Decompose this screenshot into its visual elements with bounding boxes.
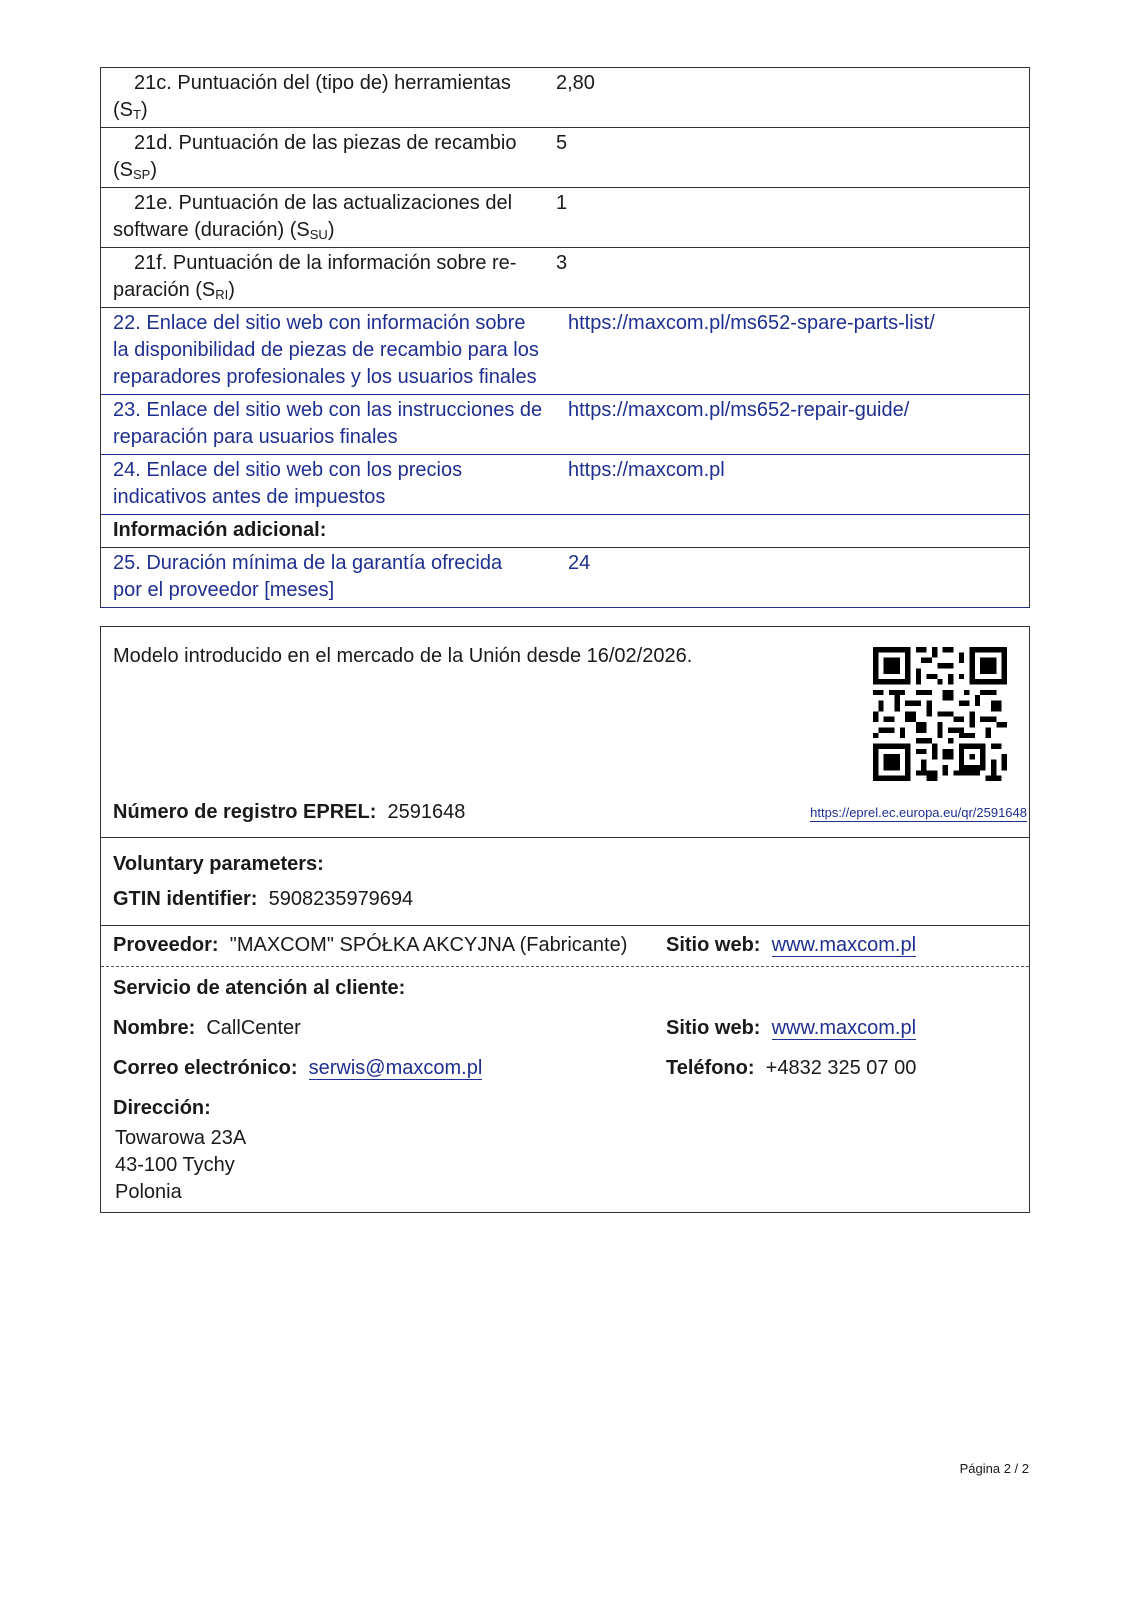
table-row: 21f. Puntuación de la información sobre re- paración $(S_{RI})$ 3 bbox=[101, 248, 1029, 308]
eprel-link[interactable]: https://eprel.ec.europa.eu/qr/2591648 bbox=[810, 805, 1027, 820]
row-label: Puntuación de la información sobre re- bbox=[172, 252, 517, 274]
table-row: 21e. Puntuación de las actualizaciones del software (duración) $(S_{SU})$ 1 bbox=[101, 188, 1029, 248]
row-value: 2,80 bbox=[556, 72, 595, 94]
table-row-repair-guide-link: 23. Enlace del sitio web con las instrucciones de reparación para usuarios finales https://maxcom.pl/ms652-repair-guide/ bbox=[101, 395, 1029, 455]
table-row-warranty: 25. Duración mínima de la garantía ofrecida por el proveedor [meses] 24 bbox=[101, 548, 1029, 608]
additional-info-heading: Información adicional: bbox=[113, 519, 327, 541]
eprel-number: 2591648 bbox=[387, 801, 466, 823]
provider-web-label: Sitio web: bbox=[666, 934, 761, 956]
service-name-value: CallCenter bbox=[206, 1017, 301, 1039]
provider-web-link[interactable]: www.maxcom.pl bbox=[771, 934, 917, 956]
document-page bbox=[100, 67, 1030, 1213]
repairability-table bbox=[100, 67, 1030, 608]
service-email-line: Correo electrónico: serwis@maxcom.pl bbox=[113, 1057, 483, 1079]
eprel-label: Número de registro EPREL: bbox=[113, 801, 377, 823]
table-row-prices-link: 24. Enlace del sitio web con los precios indicativos antes de impuestos https://maxcom.pl bbox=[101, 455, 1029, 515]
table-row: 21c. Puntuación del (tipo de) herramientas $(S_T)$ 2,80 bbox=[101, 68, 1029, 128]
service-phone-line: Teléfono: +4832 325 07 00 bbox=[666, 1057, 917, 1079]
prices-url: https://maxcom.pl bbox=[568, 459, 725, 481]
service-heading: Servicio de atención al cliente: bbox=[113, 977, 406, 999]
spare-parts-url: https://maxcom.pl/ms652-spare-parts-list/ bbox=[568, 312, 935, 334]
service-web-link[interactable]: www.maxcom.pl bbox=[771, 1017, 917, 1039]
provider-section bbox=[101, 926, 1029, 967]
market-date-text: Modelo introducido en el mercado de la Unión desde 16/02/2026. bbox=[113, 645, 693, 667]
voluntary-heading: Voluntary parameters: bbox=[113, 853, 324, 875]
row-number: 21d. bbox=[134, 132, 173, 154]
row-value: 5 bbox=[556, 132, 568, 154]
repair-guide-url: https://maxcom.pl/ms652-repair-guide/ bbox=[568, 399, 910, 421]
model-section bbox=[101, 627, 1029, 838]
row-label: Puntuación de las actualizaciones del bbox=[178, 192, 513, 214]
additional-info-heading-row bbox=[101, 515, 1029, 548]
table-row-spare-parts-link: 22. Enlace del sitio web con información sobre la disponibilidad de piezas de recambio para los reparadores profesionales y los usuarios finales https://maxcom.pl/ms652-spare-parts-list/ bbox=[101, 308, 1029, 395]
row-number: 21e. bbox=[134, 192, 173, 214]
qr-code-icon[interactable] bbox=[873, 647, 1007, 781]
row-value: 1 bbox=[556, 192, 568, 214]
address-block: Towarowa 23A 43-100 Tychy Polonia bbox=[115, 1127, 247, 1203]
row-label: Puntuación del (tipo de) herramientas bbox=[177, 72, 511, 94]
row-number: 21f. bbox=[134, 252, 168, 274]
address-label: Dirección: bbox=[113, 1097, 211, 1119]
page-number: Página 2 / 2 bbox=[959, 1461, 1029, 1476]
customer-service-section bbox=[101, 967, 1029, 1212]
row-value: 3 bbox=[556, 252, 568, 274]
supplier-info-box bbox=[100, 626, 1030, 1213]
row-number: 21c. bbox=[134, 72, 172, 94]
row-label: Puntuación de las piezas de recambio bbox=[178, 132, 517, 154]
provider-value: "MAXCOM" SPÓŁKA AKCYJNA (Fabricante) bbox=[229, 934, 628, 956]
warranty-value: 24 bbox=[568, 552, 591, 574]
service-email-link[interactable]: serwis@maxcom.pl bbox=[308, 1057, 483, 1079]
service-phone-value: +4832 325 07 00 bbox=[765, 1057, 917, 1079]
provider-label: Proveedor: bbox=[113, 934, 219, 956]
eprel-registration bbox=[113, 799, 465, 826]
service-name-line: Nombre: CallCenter bbox=[113, 1017, 301, 1039]
gtin-label: GTIN identifier: bbox=[113, 888, 258, 910]
gtin-value: 5908235979694 bbox=[268, 888, 414, 910]
gtin-line bbox=[113, 886, 1017, 913]
service-web-line: Sitio web: www.maxcom.pl bbox=[666, 1017, 917, 1039]
voluntary-section bbox=[101, 838, 1029, 926]
table-row: 21d. Puntuación de las piezas de recambio $(S_{SP})$ 5 bbox=[101, 128, 1029, 188]
